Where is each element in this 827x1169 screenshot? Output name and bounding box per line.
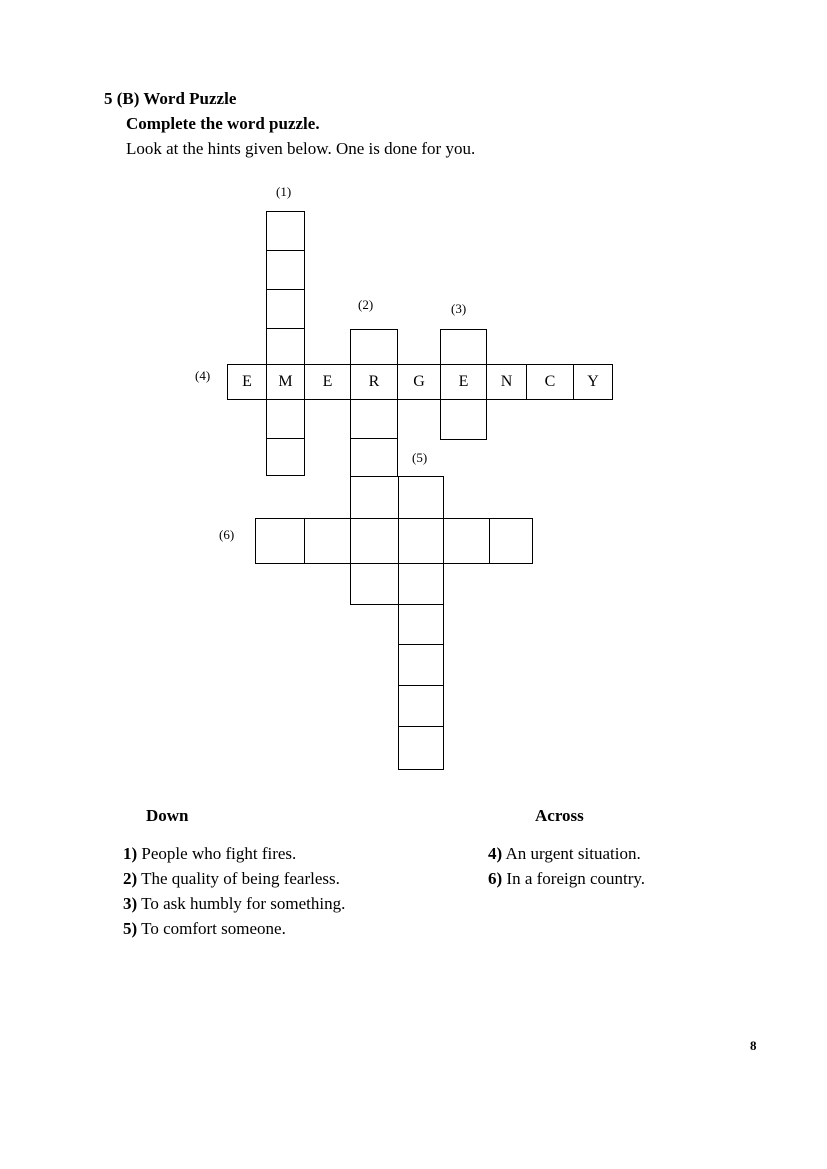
- clue-label-4: (4): [195, 368, 211, 383]
- crossword-cell-filled: Y: [573, 364, 613, 400]
- crossword-cell[interactable]: [398, 562, 444, 605]
- crossword-cell[interactable]: [266, 250, 305, 290]
- crossword-cell-filled: E: [304, 364, 351, 400]
- clue-label-3: (3): [451, 301, 467, 316]
- down-hint: 3) To ask humbly for something.: [123, 894, 346, 913]
- crossword-cell-filled: C: [526, 364, 574, 400]
- crossword-cell-filled: R: [350, 364, 398, 400]
- across-heading: Across: [535, 806, 584, 825]
- crossword-cell-filled: E: [227, 364, 267, 400]
- down-heading: Down: [146, 806, 189, 825]
- crossword-cell[interactable]: [398, 685, 444, 727]
- down-hint: 1) People who fight fires.: [123, 844, 297, 863]
- crossword-cell[interactable]: [350, 476, 399, 519]
- crossword-cell[interactable]: [266, 438, 305, 476]
- section-title: 5 (B) Word Puzzle: [104, 89, 237, 108]
- crossword-cell-filled: E: [440, 364, 487, 400]
- page-number: 8: [750, 1038, 757, 1053]
- down-hint: 2) The quality of being fearless.: [123, 869, 340, 888]
- clue-label-6: (6): [219, 527, 235, 542]
- clue-label-2: (2): [358, 297, 374, 312]
- crossword-cell[interactable]: [398, 476, 444, 519]
- crossword-cell[interactable]: [398, 518, 444, 564]
- crossword-cell[interactable]: [398, 644, 444, 686]
- clue-label-1: (1): [276, 184, 292, 199]
- crossword-cell[interactable]: [440, 329, 487, 365]
- instruction-bold: Complete the word puzzle.: [126, 114, 320, 133]
- crossword-cell-filled: M: [266, 364, 305, 400]
- clue-label-5: (5): [412, 450, 428, 465]
- crossword-cell[interactable]: [440, 399, 487, 440]
- across-hint: 4) An urgent situation.: [488, 844, 641, 863]
- crossword-cell[interactable]: [266, 328, 305, 365]
- instruction: Look at the hints given below. One is done for you.: [126, 139, 476, 158]
- down-hint: 5) To comfort someone.: [123, 919, 286, 938]
- crossword-cell[interactable]: [398, 604, 444, 645]
- crossword-cell[interactable]: [266, 289, 305, 329]
- crossword-cell[interactable]: [266, 211, 305, 251]
- crossword-cell[interactable]: [255, 518, 305, 564]
- crossword-cell[interactable]: [350, 518, 399, 564]
- crossword-cell[interactable]: [350, 329, 398, 365]
- crossword-cell[interactable]: [489, 518, 533, 564]
- crossword-cell-filled: G: [397, 364, 441, 400]
- crossword-cell[interactable]: [350, 562, 399, 605]
- crossword-cell[interactable]: [304, 518, 351, 564]
- across-hint: 6) In a foreign country.: [488, 869, 646, 888]
- crossword-cell[interactable]: [350, 438, 398, 477]
- crossword-cell[interactable]: [350, 399, 398, 439]
- crossword-cell[interactable]: [398, 726, 444, 770]
- crossword-cell[interactable]: [443, 518, 490, 564]
- crossword-cell[interactable]: [266, 399, 305, 439]
- crossword-cell-filled: N: [486, 364, 527, 400]
